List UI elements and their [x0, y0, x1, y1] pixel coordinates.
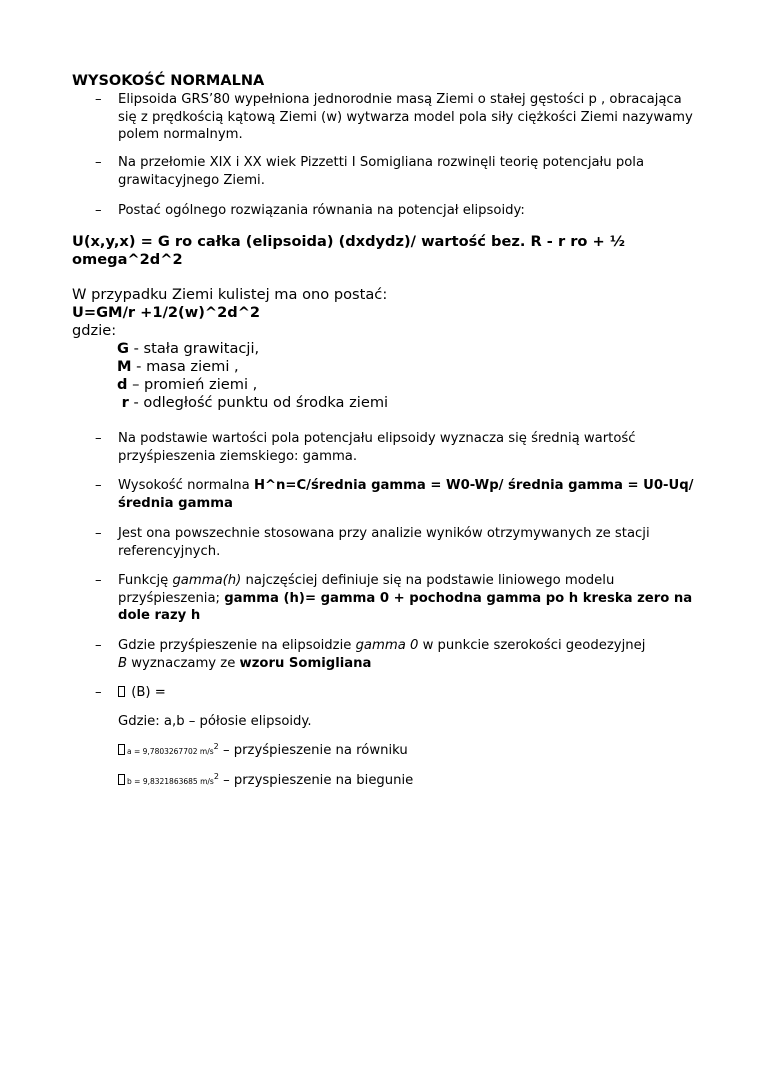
- page-title: WYSOKOŚĆ NORMALNA: [72, 73, 265, 89]
- list-item: [95, 684, 695, 702]
- definition-item: r - odległość punktu od środka ziemi: [121, 394, 389, 411]
- list-item: [95, 477, 695, 512]
- dash-bullet-icon: –: [95, 638, 102, 653]
- list-item-text: Gdzie przyśpieszenie na elipsoidzie gamma 0 w punkcie szerokości geodezyjnej B wyznaczamy ze wzoru Somigliana: [118, 638, 646, 671]
- list-item: [95, 154, 695, 189]
- definitions-list: [117, 340, 388, 412]
- list-item: [95, 91, 695, 144]
- dash-bullet-icon: –: [95, 203, 102, 218]
- list-item-text: Elipsoida GRS’80 wypełniona jednorodnie masą Ziemi o stałej gęstości p , obracająca się z prędkością kątową Ziemi (w) wytwarza model pola siły ciężkości Ziemi nazywamy polem normalnym.: [118, 92, 693, 142]
- sphere-section: [72, 286, 692, 340]
- list-item-text: Postać ogólnego rozwiązania równania na potencjał elipsoidy:: [118, 203, 525, 218]
- missing-glyph-icon: [118, 686, 125, 697]
- potential-formula: U(x,y,x) = G ro całka (elipsoida) (dxdydz)/ wartość bez. R - r ro + ½ omega^2d^2: [72, 233, 625, 268]
- sphere-formula: U=GM/r +1/2(w)^2d^2: [72, 304, 261, 321]
- equator-gravity: a = 9,7803267702 $m/s^2$ – przyśpieszenie na równiku: [118, 742, 408, 761]
- list-item: [95, 637, 695, 672]
- list-item-text: (B) =: [118, 684, 695, 702]
- list-item-text: Na przełomie XIX i XX wiek Pizzetti I Somigliana rozwinęli teorię potencjału pola grawitacyjnego Ziemi.: [118, 155, 645, 188]
- list-item: [95, 202, 695, 220]
- dash-bullet-icon: –: [95, 92, 102, 107]
- list-item: [95, 430, 695, 465]
- dash-bullet-icon: –: [95, 573, 102, 588]
- list-item: [95, 572, 695, 625]
- definition-item: d – promień ziemi ,: [117, 376, 258, 393]
- dash-bullet-icon: –: [95, 526, 102, 541]
- list-item-text: Na podstawie wartości pola potencjału elipsoidy wyznacza się średnią wartość przyśpieszenia ziemskiego: gamma.: [118, 431, 636, 464]
- dash-bullet-icon: –: [95, 155, 102, 170]
- dash-bullet-icon: –: [95, 431, 102, 446]
- dash-bullet-icon: –: [95, 478, 102, 493]
- list-item-text: Funkcję gamma(h) najczęściej definiuje się na podstawie liniowego modelu przyśpieszenia; gamma (h)= gamma 0 + pochodna gamma po h kreska zero na dole razy h: [118, 573, 693, 623]
- list-item-text: Jest ona powszechnie stosowana przy analizie wyników otrzymywanych ze stacji referencyjnych.: [118, 526, 650, 559]
- pole-gravity: b = 9,8321863685 $m/s^2$ – przyspieszenie na biegunie: [118, 772, 413, 791]
- definition-item: M - masa ziemi ,: [117, 358, 239, 375]
- where-label: gdzie:: [72, 322, 117, 339]
- missing-glyph-icon: [118, 774, 125, 785]
- list-item-text: Wysokość normalna H^n=C/średnia gamma = W0-Wp/ średnia gamma = U0-Uq/ średnia gamma: [118, 478, 694, 511]
- missing-glyph-icon: [118, 744, 125, 755]
- definition-item: G - stała grawitacji,: [117, 340, 260, 357]
- list-item: [95, 525, 695, 560]
- semi-axes-note: Gdzie: a,b – półosie elipsoidy.: [118, 714, 312, 729]
- dash-bullet-icon: –: [95, 685, 102, 700]
- sphere-intro: W przypadku Ziemi kulistej ma ono postać:: [72, 286, 388, 303]
